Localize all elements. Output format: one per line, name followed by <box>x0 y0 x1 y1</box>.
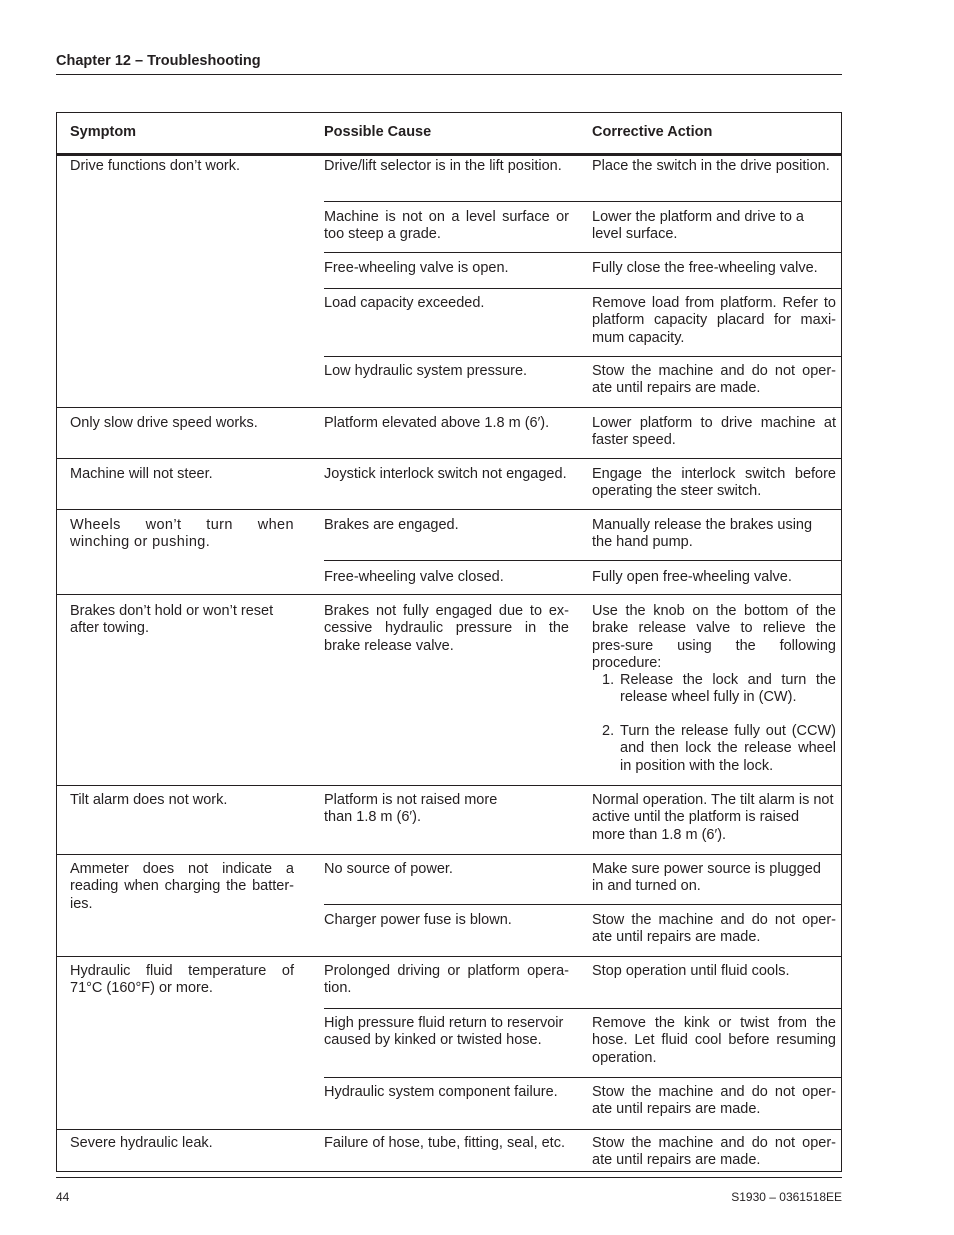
row-divider <box>324 288 841 289</box>
action-cell: Stow the machine and do not oper-ate until repairs are made. <box>592 363 836 397</box>
step-text: Turn the release fully out (CCW) and then lock the release wheel in position with the lock. <box>620 722 836 774</box>
symptom-cell: Hydraulic fluid temperature of 71°C (160°F) or more. <box>70 963 294 997</box>
cause-cell: No source of power. <box>324 861 453 877</box>
action-cell: Make sure power source is plugged in and turned on. <box>592 861 821 895</box>
cause-cell: Low hydraulic system pressure. <box>324 363 528 379</box>
symptom-cell: Machine will not steer. <box>70 466 213 482</box>
action-cell: Place the switch in the drive position. <box>592 158 830 174</box>
symptom-cell: Only slow drive speed works. <box>70 415 258 431</box>
symptom-cell: Ammeter does not indicate a reading when charging the batter-ies. <box>70 861 294 912</box>
action-cell: Lower the platform and drive to a level surface. <box>592 209 804 243</box>
procedure-step <box>592 723 836 775</box>
symptom-column-header: Symptom <box>70 124 137 140</box>
step-text: Release the lock and turn the release wheel fully in (CW). <box>620 672 836 706</box>
symptom-cell: Severe hydraulic leak. <box>70 1135 213 1151</box>
table-header-row <box>57 113 841 156</box>
action-cell: Normal operation. The tilt alarm is not active until the platform is raised more than 1.8 m (6′). <box>592 792 834 843</box>
group-divider <box>57 1129 841 1130</box>
procedure-steps <box>592 672 836 775</box>
step-number: 2. <box>602 722 615 739</box>
action-cell: Stow the machine and do not oper-ate until repairs are made. <box>592 912 836 946</box>
symptom-cell: Drive functions don’t work. <box>70 158 241 174</box>
cause-cell: Load capacity exceeded. <box>324 295 485 311</box>
cause-cell: Platform is not raised more than 1.8 m (6′). <box>324 792 498 826</box>
action-cell: Lower platform to drive machine at faster speed. <box>592 415 836 449</box>
cause-cell: Brakes not fully engaged due to ex-cessive hydraulic pressure in the brake release valve. <box>324 603 569 654</box>
action-cell: Stow the machine and do not oper-ate until repairs are made. <box>592 1084 836 1118</box>
symptom-cell: Tilt alarm does not work. <box>70 792 228 808</box>
row-divider <box>324 904 841 905</box>
symptom-cell: Wheels won’t turn when winching or pushing. <box>70 517 294 551</box>
cause-cell: Failure of hose, tube, fitting, seal, etc. <box>324 1135 565 1151</box>
action-cell: Fully open free-wheeling valve. <box>592 569 792 585</box>
action-cell: Engage the interlock switch before operating the steer switch. <box>592 466 836 500</box>
row-divider <box>324 356 841 357</box>
page-number: 44 <box>56 1190 70 1204</box>
cause-cell: Prolonged driving or platform opera-tion. <box>324 963 569 997</box>
action-cell: Remove the kink or twist from the hose. Let fluid cool before resuming operation. <box>592 1015 836 1066</box>
cause-cell: Free-wheeling valve closed. <box>324 569 504 585</box>
cause-cell: Machine is not on a level surface or too steep a grade. <box>324 209 569 243</box>
group-divider <box>57 594 841 595</box>
action-cell: Use the knob on the bottom of the brake release valve to relieve the pres-sure using the following procedure: <box>592 603 836 672</box>
action-column-header: Corrective Action <box>592 124 713 140</box>
cause-cell: Hydraulic system component failure. <box>324 1084 558 1100</box>
troubleshooting-table <box>56 112 842 1172</box>
group-divider <box>57 854 841 855</box>
cause-cell: Drive/lift selector is in the lift position. <box>324 158 562 174</box>
symptom-cell: Brakes don’t hold or won’t reset after towing. <box>70 603 274 637</box>
cause-column-header: Possible Cause <box>324 124 432 140</box>
action-cell: Fully close the free-wheeling valve. <box>592 260 818 276</box>
action-cell: Stop operation until fluid cools. <box>592 963 790 979</box>
group-divider <box>57 407 841 408</box>
action-cell: Stow the machine and do not oper-ate until repairs are made. <box>592 1135 836 1169</box>
cause-cell: Charger power fuse is blown. <box>324 912 512 928</box>
group-divider <box>57 509 841 510</box>
action-cell: Remove load from platform. Refer to platform capacity placard for maxi-mum capacity. <box>592 295 836 346</box>
row-divider <box>324 252 841 253</box>
procedure-step <box>592 672 836 707</box>
row-divider <box>324 201 841 202</box>
document-id: S1930 – 0361518EE <box>731 1190 842 1204</box>
cause-cell: Platform elevated above 1.8 m (6′). <box>324 415 550 431</box>
cause-cell: Joystick interlock switch not engaged. <box>324 466 567 482</box>
step-number: 1. <box>602 672 615 688</box>
action-cell: Manually release the brakes using the hand pump. <box>592 517 813 551</box>
group-divider <box>57 458 841 459</box>
cause-cell: Brakes are engaged. <box>324 517 459 533</box>
cause-cell: High pressure fluid return to reservoir caused by kinked or twisted hose. <box>324 1015 564 1049</box>
row-divider <box>324 560 841 561</box>
group-divider <box>57 956 841 957</box>
row-divider <box>324 1077 841 1078</box>
group-divider <box>57 785 841 786</box>
row-divider <box>324 1008 841 1009</box>
cause-cell: Free-wheeling valve is open. <box>324 260 509 276</box>
page-footer <box>56 1177 842 1204</box>
chapter-header: Chapter 12 – Troubleshooting <box>56 53 842 75</box>
